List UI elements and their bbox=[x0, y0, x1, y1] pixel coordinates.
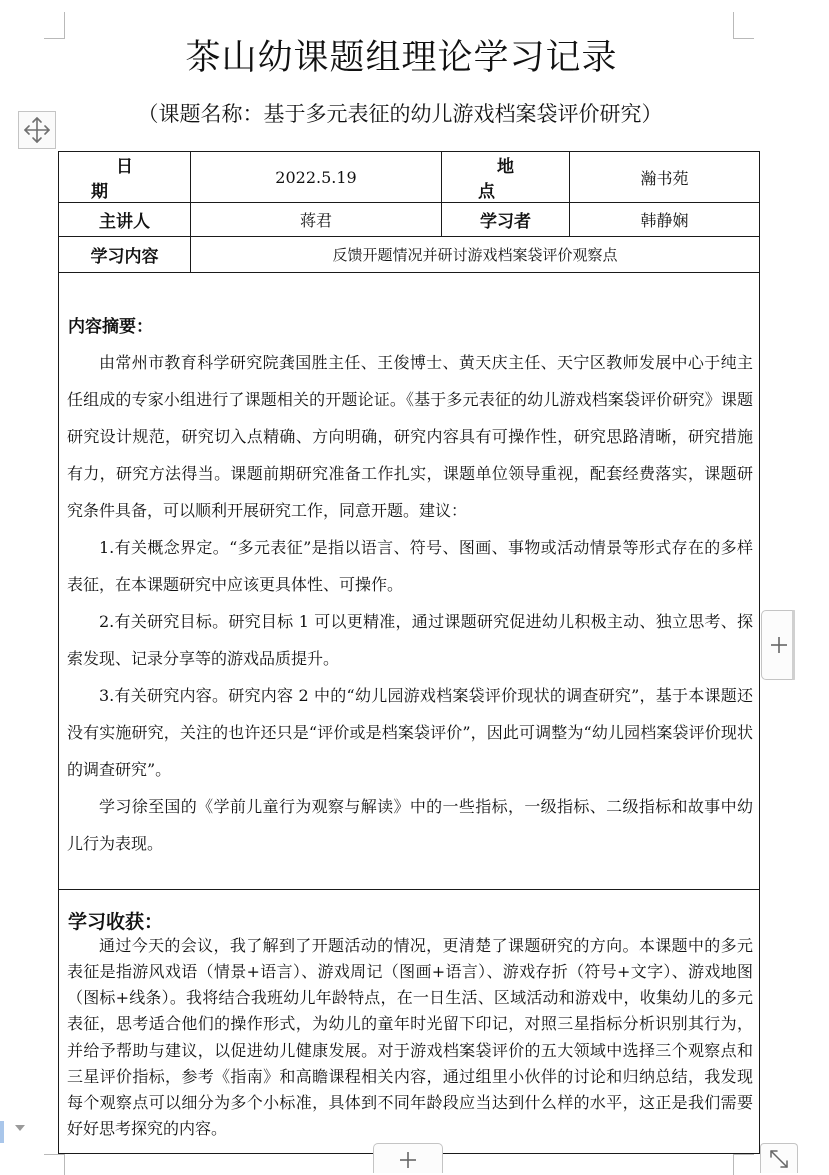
topic-label-cell bbox=[59, 237, 191, 273]
location-label: 地点 bbox=[478, 157, 552, 202]
table-row-topic bbox=[59, 237, 760, 273]
date-value-cell[interactable] bbox=[191, 152, 442, 203]
learner-value: 韩静娴 bbox=[640, 211, 689, 230]
speaker-value: 蒋君 bbox=[299, 211, 332, 230]
document-subtitle: （课题名称：基于多元表征的幼儿游戏档案袋评价研究） bbox=[137, 102, 663, 126]
topic-label: 学习内容 bbox=[90, 247, 159, 267]
summary-heading: 内容摘要： bbox=[68, 316, 153, 337]
learner-value-cell[interactable] bbox=[570, 203, 760, 237]
gains-body bbox=[59, 931, 759, 1143]
topic-value-cell[interactable] bbox=[191, 237, 760, 273]
topic-value: 反馈开题情况并研讨游戏档案袋评价观察点 bbox=[332, 246, 618, 264]
speaker-label-cell bbox=[59, 203, 191, 237]
date-label-cell bbox=[59, 152, 191, 203]
summary-paragraph: 2.有关研究目标。研究目标 1 可以更精准，通过课题研究促进幼儿积极主动、独立思考、探索发现、记录分享等的游戏品质提升。 bbox=[67, 611, 753, 668]
location-value: 瀚书苑 bbox=[640, 168, 689, 188]
date-value: 2022.5.19 bbox=[275, 167, 357, 187]
plus-icon bbox=[398, 1150, 418, 1170]
speaker-value-cell[interactable] bbox=[191, 203, 442, 237]
location-value-cell[interactable] bbox=[570, 152, 760, 203]
dropdown-triangle-icon[interactable] bbox=[15, 1125, 25, 1131]
summary-body bbox=[59, 329, 759, 862]
gains-cell[interactable] bbox=[59, 890, 760, 1154]
move-arrows-icon bbox=[19, 112, 55, 148]
plus-icon bbox=[769, 635, 789, 655]
learner-label: 学习者 bbox=[480, 212, 531, 232]
table-row-date bbox=[59, 152, 760, 203]
gains-heading: 学习收获： bbox=[68, 910, 164, 933]
resize-diagonal-icon bbox=[765, 1146, 793, 1172]
summary-paragraph: 由常州市教育科学研究院龚国胜主任、王俊博士、黄天庆主任、天宁区教师发展中心于纯主任组成的专家小组进行了课题相关的开题论证。《基于多元表征的幼儿游戏档案袋评价研究》课题研究设计规范，研究切入点精确、方向明确，研究内容具有可操作性，研究思路清晰，研究措施有力，研究方法得当。课题前期研究准备工作扎实，课题单位领导重视，配套经费落实，课题研究条件具备，可以顺利开展研究工作，同意开题。建议： bbox=[67, 352, 753, 520]
speaker-label: 主讲人 bbox=[99, 212, 150, 232]
document-title: 茶山幼课题组理论学习记录 bbox=[185, 38, 618, 78]
left-margin-marker bbox=[0, 1121, 4, 1143]
summary-cell[interactable] bbox=[59, 273, 760, 890]
add-row-button[interactable] bbox=[373, 1143, 443, 1173]
add-column-button[interactable] bbox=[761, 610, 795, 680]
summary-paragraph: 学习徐至国的《学前儿童行为观察与解读》中的一些指标，一级指标、二级指标和故事中幼儿行为表现。 bbox=[67, 796, 753, 853]
location-label-cell bbox=[442, 152, 570, 203]
table-row-summary bbox=[59, 273, 760, 890]
gains-paragraph: 通过今天的会议，我了解到了开题活动的情况，更清楚了课题研究的方向。本课题中的多元表征是指游风戏语（情景+语言）、游戏周记（图画+语言）、游戏存折（符号+文字）、游戏地图（图标+线条）。我将结合我班幼儿年龄特点，在一日生活、区域活动和游戏中，收集幼儿的多元表征，思考适合他们的操作形式，为幼儿的童年时光留下印记，对照三星指标分析识别其行为，并给予帮助与建议，以促进幼儿健康发展。对于游戏档案袋评价的五大领域中选择三个观察点和三星评价指标，参考《指南》和高瞻课程相关内容，通过组里小伙伴的讨论和归纳总结，我发现每个观察点可以细分为多个小标准，具体到不同年龄段应当达到什么样的水平，这正是我们需要好好思考探究的内容。 bbox=[67, 935, 753, 1139]
date-label: 日期 bbox=[91, 157, 183, 202]
summary-paragraph: 3.有关研究内容。研究内容 2 中的“幼儿园游戏档案袋评价现状的调查研究”，基于本课题还没有实施研究，关注的也许还只是“评价或是档案袋评价”，因此可调整为“幼儿园档案袋评价现状的调查研究”。 bbox=[67, 685, 753, 779]
table-row-speaker bbox=[59, 203, 760, 237]
summary-paragraph: 1.有关概念界定。“多元表征”是指以语言、符号、图画、事物或活动情景等形式存在的多样表征，在本课题研究中应该更具体性、可操作。 bbox=[67, 537, 753, 594]
record-table bbox=[58, 151, 760, 1154]
table-move-handle[interactable] bbox=[18, 111, 56, 149]
page-corner-mark-bottom-right bbox=[733, 1154, 754, 1175]
table-row-gains bbox=[59, 890, 760, 1154]
page-corner-mark-bottom-left bbox=[44, 1154, 65, 1175]
learner-label-cell bbox=[442, 203, 570, 237]
table-resize-handle[interactable] bbox=[760, 1143, 798, 1173]
